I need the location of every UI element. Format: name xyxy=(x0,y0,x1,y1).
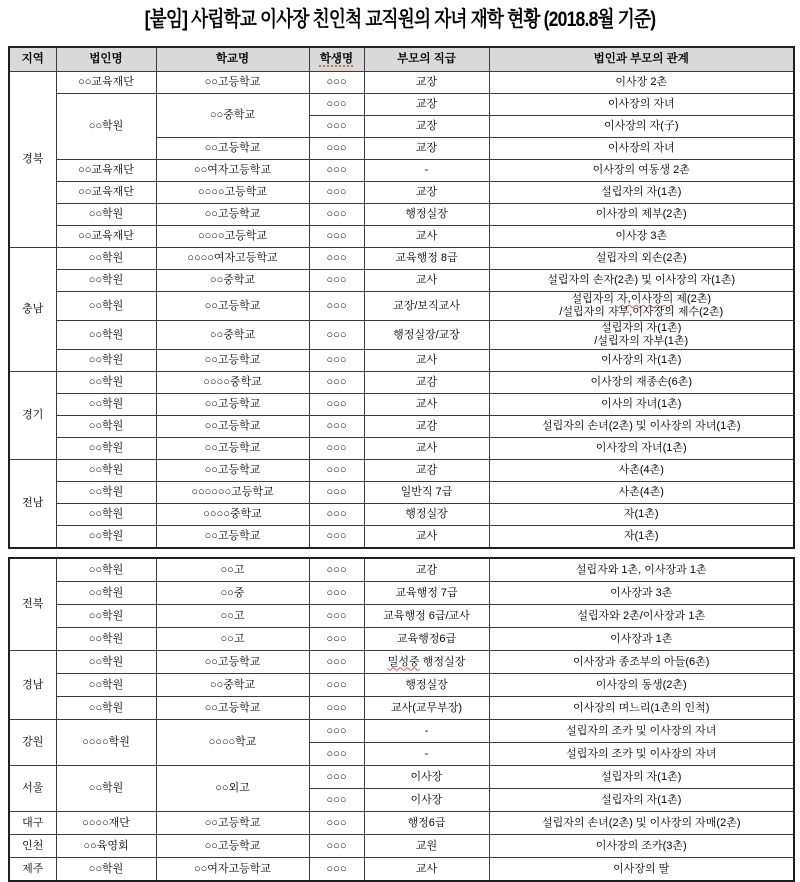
cell-student-name: ○○○ xyxy=(309,789,364,812)
cell-corporation-name: ○○학원 xyxy=(56,482,156,504)
cell-parent-position: 이사장 xyxy=(364,766,489,789)
cell-student-name: ○○○ xyxy=(309,94,364,116)
cell-relation: 이사장 2촌 xyxy=(489,72,794,94)
cell-corporation-name: ○○학원 xyxy=(56,372,156,394)
region-label: 경기 xyxy=(9,372,56,460)
cell-parent-position: - xyxy=(364,720,489,743)
cell-parent-position: 행정실장 xyxy=(364,504,489,526)
cell-school-name: ○○중학교 xyxy=(156,321,309,350)
cell-student-name: ○○○ xyxy=(309,394,364,416)
table-row xyxy=(9,720,794,743)
cell-relation: 이사장의 자(子) xyxy=(489,116,794,138)
cell-relation: 설립자의 자(1촌) xyxy=(489,789,794,812)
cell-parent-position: 교사 xyxy=(364,270,489,292)
cell-student-name: ○○○ xyxy=(309,248,364,270)
table-row xyxy=(9,482,794,504)
cell-relation xyxy=(489,321,794,350)
table-row xyxy=(9,697,794,720)
cell-parent-position: 행정실장 xyxy=(364,674,489,697)
cell-relation: 자(1촌) xyxy=(489,526,794,549)
table-row xyxy=(9,460,794,482)
cell-school-name: ○○고등학교 xyxy=(156,416,309,438)
cell-parent-position: 교육행정 6급/교사 xyxy=(364,605,489,628)
cell-school-name: ○○고등학교 xyxy=(156,138,309,160)
cell-corporation-name: ○○학원 xyxy=(56,605,156,628)
cell-parent-position: 교장/보직교사 xyxy=(364,292,489,321)
table-row xyxy=(9,270,794,292)
cell-corporation-name: ○○○○재단 xyxy=(56,812,156,835)
region-label: 인천 xyxy=(9,835,56,858)
cell-student-name: ○○○ xyxy=(309,605,364,628)
cell-school-name: ○○○○학교 xyxy=(156,720,309,766)
cell-student-name: ○○○ xyxy=(309,582,364,605)
cell-school-name: ○○○○여자고등학교 xyxy=(156,248,309,270)
cell-school-name: ○○중학교 xyxy=(156,674,309,697)
page-title-text: [붙임] 사립학교 이사장 친인척 교직원의 자녀 재학 현황 (2018.8월 기준) xyxy=(144,8,656,31)
cell-corporation-name: ○○학원 xyxy=(56,558,156,582)
spellcheck-marked-text: 밀성중 xyxy=(387,655,420,668)
cell-school-name: ○○여자고등학교 xyxy=(156,858,309,882)
cell-parent-position: 교장 xyxy=(364,72,489,94)
cell-student-name: ○○○ xyxy=(309,460,364,482)
cell-school-name: ○○고등학교 xyxy=(156,460,309,482)
table-row xyxy=(9,766,794,789)
cell-relation xyxy=(489,292,794,321)
column-header-region xyxy=(9,47,56,72)
cell-relation: 설립자의 조카 및 이사장의 자녀 xyxy=(489,743,794,766)
cell-corporation-name: ○○학원 xyxy=(56,438,156,460)
cell-student-name: ○○○ xyxy=(309,226,364,248)
cell-student-name: ○○○ xyxy=(309,628,364,651)
region-label: 제주 xyxy=(9,858,56,882)
column-header-position-label: 부모의 직급 xyxy=(397,53,456,65)
cell-parent-position: 교장 xyxy=(364,182,489,204)
cell-parent-position: 밀성중 행정실장 xyxy=(364,651,489,674)
cell-school-name: ○○고등학교 xyxy=(156,350,309,372)
cell-parent-position: 교장 xyxy=(364,116,489,138)
table-row xyxy=(9,835,794,858)
table-row xyxy=(9,394,794,416)
table-row xyxy=(9,582,794,605)
cell-student-name: ○○○ xyxy=(309,138,364,160)
table-row xyxy=(9,204,794,226)
cell-relation: 설립자의 손녀(2촌) 및 이사장의 자녀(1촌) xyxy=(489,416,794,438)
cell-relation: 설립자의 외손(2촌) xyxy=(489,248,794,270)
cell-parent-position: 교사 xyxy=(364,226,489,248)
report-table-2-body xyxy=(9,558,794,881)
cell-corporation-name: ○○교육재단 xyxy=(56,72,156,94)
column-header-school xyxy=(156,47,309,72)
table-row xyxy=(9,416,794,438)
cell-parent-position: 교감 xyxy=(364,558,489,582)
cell-school-name: ○○○○○○고등학교 xyxy=(156,482,309,504)
cell-corporation-name: ○○교육재단 xyxy=(56,226,156,248)
column-header-position xyxy=(364,47,489,72)
cell-student-name: ○○○ xyxy=(309,743,364,766)
cell-corporation-name: ○○학원 xyxy=(56,628,156,651)
cell-student-name: ○○○ xyxy=(309,720,364,743)
table-row xyxy=(9,321,794,350)
cell-corporation-name: ○○학원 xyxy=(56,582,156,605)
table-row xyxy=(9,605,794,628)
table-row xyxy=(9,812,794,835)
header-row xyxy=(9,47,794,72)
cell-parent-position: 교육행정6급 xyxy=(364,628,489,651)
report-table-1-body xyxy=(9,47,794,548)
cell-relation: 이사장의 조카(3촌) xyxy=(489,835,794,858)
column-header-student xyxy=(309,47,364,72)
region-label: 전북 xyxy=(9,558,56,651)
cell-student-name: ○○○ xyxy=(309,674,364,697)
relation-line: /설립자의 자부(1촌) xyxy=(594,335,689,347)
cell-student-name: ○○○ xyxy=(309,182,364,204)
table-row xyxy=(9,182,794,204)
cell-parent-position: 교사 xyxy=(364,526,489,549)
cell-student-name: ○○○ xyxy=(309,270,364,292)
cell-parent-position: - xyxy=(364,743,489,766)
cell-relation: 설립자와 2촌/이사장과 1촌 xyxy=(489,605,794,628)
region-label: 대구 xyxy=(9,812,56,835)
cell-parent-position: 교사 xyxy=(364,858,489,882)
cell-relation: 이사의 자녀(1촌) xyxy=(489,394,794,416)
cell-parent-position: 교사(교무부장) xyxy=(364,697,489,720)
cell-corporation-name: ○○학원 xyxy=(56,697,156,720)
cell-corporation-name: ○○학원 xyxy=(56,204,156,226)
cell-student-name: ○○○ xyxy=(309,766,364,789)
cell-school-name: ○○고등학교 xyxy=(156,697,309,720)
table-row xyxy=(9,558,794,582)
cell-student-name: ○○○ xyxy=(309,835,364,858)
cell-parent-position: 행정6급 xyxy=(364,812,489,835)
cell-corporation-name: ○○학원 xyxy=(56,674,156,697)
cell-school-name: ○○고 xyxy=(156,605,309,628)
cell-school-name: ○○고등학교 xyxy=(156,394,309,416)
cell-relation: 이사장의 자녀 xyxy=(489,94,794,116)
region-label: 충남 xyxy=(9,248,56,372)
region-label: 서울 xyxy=(9,766,56,812)
cell-student-name: ○○○ xyxy=(309,558,364,582)
cell-parent-position: 교사 xyxy=(364,394,489,416)
cell-parent-position: 교육행정 7급 xyxy=(364,582,489,605)
table-row xyxy=(9,72,794,94)
cell-corporation-name: ○○학원 xyxy=(56,766,156,812)
cell-student-name: ○○○ xyxy=(309,697,364,720)
cell-student-name: ○○○ xyxy=(309,350,364,372)
cell-corporation-name: ○○학원 xyxy=(56,504,156,526)
cell-corporation-name: ○○학원 xyxy=(56,651,156,674)
cell-school-name: ○○고등학교 xyxy=(156,292,309,321)
cell-school-name: ○○○○중학교 xyxy=(156,372,309,394)
cell-school-name: ○○고등학교 xyxy=(156,526,309,549)
cell-parent-position: 교사 xyxy=(364,438,489,460)
region-label: 경북 xyxy=(9,72,56,248)
column-header-relation xyxy=(489,47,794,72)
cell-parent-position: 행정실장 xyxy=(364,204,489,226)
table-row xyxy=(9,504,794,526)
cell-parent-position: 교감 xyxy=(364,416,489,438)
column-header-relation-label: 법인과 부모의 관계 xyxy=(593,53,689,65)
region-label: 전남 xyxy=(9,460,56,549)
cell-parent-position: 교감 xyxy=(364,460,489,482)
table-row xyxy=(9,94,794,116)
cell-student-name: ○○○ xyxy=(309,482,364,504)
region-label: 경남 xyxy=(9,651,56,720)
table-row xyxy=(9,372,794,394)
cell-parent-position: 이사장 xyxy=(364,789,489,812)
cell-relation: 이사장의 자녀 xyxy=(489,138,794,160)
cell-relation: 이사장과 3촌 xyxy=(489,582,794,605)
cell-corporation-name: ○○학원 xyxy=(56,416,156,438)
table-row xyxy=(9,292,794,321)
cell-relation: 이사장의 여동생 2촌 xyxy=(489,160,794,182)
cell-parent-position: 교육행정 8급 xyxy=(364,248,489,270)
cell-school-name: ○○고등학교 xyxy=(156,72,309,94)
cell-school-name: ○○고등학교 xyxy=(156,835,309,858)
cell-corporation-name: ○○학원 xyxy=(56,858,156,882)
table-row xyxy=(9,628,794,651)
cell-student-name: ○○○ xyxy=(309,160,364,182)
cell-corporation-name: ○○육영회 xyxy=(56,835,156,858)
column-header-corp xyxy=(56,47,156,72)
cell-student-name: ○○○ xyxy=(309,372,364,394)
cell-parent-position: 교장 xyxy=(364,138,489,160)
cell-school-name: ○○중학교 xyxy=(156,94,309,138)
column-header-school-label: 학교명 xyxy=(215,53,250,65)
cell-school-name: ○○중학교 xyxy=(156,270,309,292)
cell-relation: 이사장의 동생(2촌) xyxy=(489,674,794,697)
cell-student-name: ○○○ xyxy=(309,321,364,350)
cell-relation: 이사장의 재종손(6촌) xyxy=(489,372,794,394)
cell-student-name: ○○○ xyxy=(309,204,364,226)
cell-corporation-name: ○○○○학원 xyxy=(56,720,156,766)
spellcheck-marked-text: 자,이사장의 xyxy=(617,293,674,305)
cell-parent-position: 행정실장/교장 xyxy=(364,321,489,350)
cell-student-name: ○○○ xyxy=(309,526,364,549)
relation-line: 설립자의 자(1촌) xyxy=(601,322,682,334)
cell-student-name: ○○○ xyxy=(309,116,364,138)
cell-school-name: ○○여자고등학교 xyxy=(156,160,309,182)
cell-relation: 설립자의 자(1촌) xyxy=(489,766,794,789)
table-row xyxy=(9,526,794,549)
report-table-2 xyxy=(8,557,795,882)
column-header-region-label: 지역 xyxy=(21,53,44,65)
cell-relation: 자(1촌) xyxy=(489,504,794,526)
cell-school-name: ○○중 xyxy=(156,582,309,605)
cell-school-name: ○○고 xyxy=(156,558,309,582)
column-header-student-label: 학생명 xyxy=(319,53,354,65)
cell-student-name: ○○○ xyxy=(309,651,364,674)
cell-student-name: ○○○ xyxy=(309,416,364,438)
table-row xyxy=(9,438,794,460)
cell-corporation-name: ○○학원 xyxy=(56,460,156,482)
cell-relation: 이사장과 종조부의 아들(6촌) xyxy=(489,651,794,674)
cell-relation: 이사장의 자녀(1촌) xyxy=(489,438,794,460)
cell-student-name: ○○○ xyxy=(309,858,364,882)
table-row xyxy=(9,226,794,248)
cell-school-name: ○○고등학교 xyxy=(156,204,309,226)
cell-parent-position: 교장 xyxy=(364,94,489,116)
cell-parent-position: 교사 xyxy=(364,350,489,372)
cell-corporation-name: ○○학원 xyxy=(56,292,156,321)
cell-school-name: ○○고등학교 xyxy=(156,651,309,674)
cell-relation: 이사장의 딸 xyxy=(489,858,794,882)
table-row xyxy=(9,674,794,697)
cell-relation: 설립자의 손녀(2촌) 및 이사장의 자매(2촌) xyxy=(489,812,794,835)
cell-corporation-name: ○○학원 xyxy=(56,270,156,292)
cell-parent-position: - xyxy=(364,160,489,182)
table-row xyxy=(9,160,794,182)
cell-relation: 설립자의 자(1촌) xyxy=(489,182,794,204)
cell-student-name: ○○○ xyxy=(309,292,364,321)
cell-parent-position: 교감 xyxy=(364,372,489,394)
cell-school-name: ○○○○고등학교 xyxy=(156,226,309,248)
cell-relation: 설립자와 1촌, 이사장과 1촌 xyxy=(489,558,794,582)
cell-school-name: ○○고등학교 xyxy=(156,812,309,835)
table-row xyxy=(9,651,794,674)
page-title xyxy=(0,6,800,34)
cell-relation: 이사장 3촌 xyxy=(489,226,794,248)
cell-corporation-name: ○○학원 xyxy=(56,321,156,350)
cell-corporation-name: ○○교육재단 xyxy=(56,160,156,182)
cell-school-name: ○○고 xyxy=(156,628,309,651)
cell-parent-position: 교원 xyxy=(364,835,489,858)
cell-student-name: ○○○ xyxy=(309,438,364,460)
cell-student-name: ○○○ xyxy=(309,812,364,835)
column-header-corp-label: 법인명 xyxy=(89,53,123,65)
cell-corporation-name: ○○학원 xyxy=(56,248,156,270)
table-row xyxy=(9,248,794,270)
cell-parent-position: 일반직 7급 xyxy=(364,482,489,504)
cell-corporation-name: ○○학원 xyxy=(56,526,156,549)
cell-relation: 사촌(4촌) xyxy=(489,482,794,504)
cell-corporation-name: ○○학원 xyxy=(56,94,156,160)
cell-relation: 이사장의 제부(2촌) xyxy=(489,204,794,226)
table-row xyxy=(9,858,794,882)
cell-relation: 설립자의 조카 및 이사장의 자녀 xyxy=(489,720,794,743)
cell-school-name: ○○○○고등학교 xyxy=(156,182,309,204)
cell-relation: 이사장의 자(1촌) xyxy=(489,350,794,372)
cell-student-name: ○○○ xyxy=(309,504,364,526)
cell-relation: 이사장의 며느리(1촌의 인척) xyxy=(489,697,794,720)
cell-relation: 설립자의 손자(2촌) 및 이사장의 자(1촌) xyxy=(489,270,794,292)
cell-relation: 이사장과 1촌 xyxy=(489,628,794,651)
cell-school-name: ○○○○중학교 xyxy=(156,504,309,526)
table-row xyxy=(9,350,794,372)
cell-school-name: ○○고등학교 xyxy=(156,438,309,460)
cell-school-name: ○○외고 xyxy=(156,766,309,812)
cell-student-name: ○○○ xyxy=(309,72,364,94)
region-label: 강원 xyxy=(9,720,56,766)
cell-relation: 사촌(4촌) xyxy=(489,460,794,482)
relation-line: 설립자의 자,이사장의 제(2촌) xyxy=(571,293,711,305)
cell-corporation-name: ○○학원 xyxy=(56,394,156,416)
report-table-1 xyxy=(8,46,795,549)
cell-corporation-name: ○○교육재단 xyxy=(56,182,156,204)
cell-corporation-name: ○○학원 xyxy=(56,350,156,372)
relation-line: /설립자의 자부,이사장의 제수(2촌) xyxy=(559,306,724,318)
